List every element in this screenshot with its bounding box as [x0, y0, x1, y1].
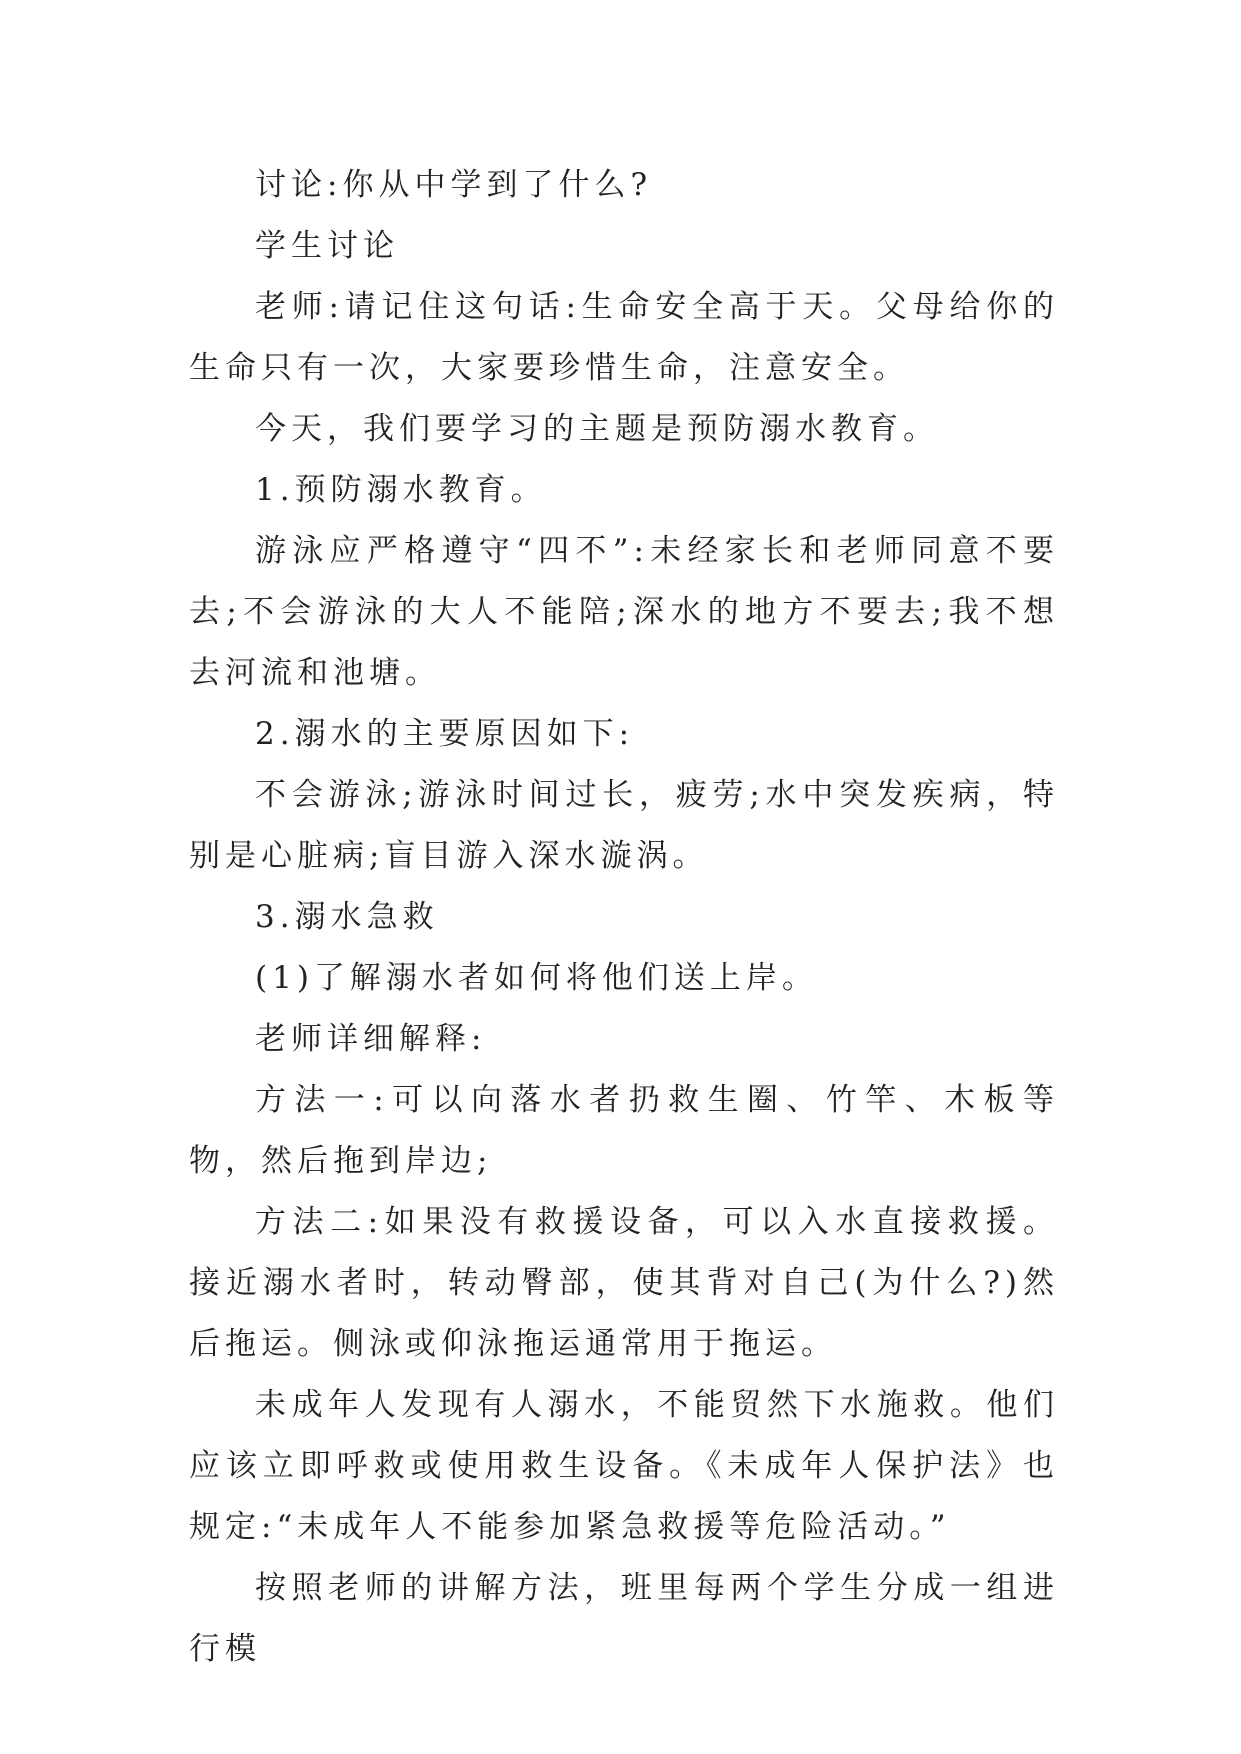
document-body: [189, 155, 1059, 1680]
paragraph-topic-intro: 今天，我们要学习的主题是预防溺水教育。: [255, 411, 939, 447]
paragraph-method-one: 方法一:可以向落水者扔救生圈、竹竿、木板等物，然后拖到岸边;: [189, 1082, 1059, 1179]
paragraph-teacher-remark: 老师:请记住这句话:生命安全高于天。父母给你的生命只有一次，大家要珍惜生命，注意安全。: [189, 289, 1059, 386]
paragraph-minor-rescue-rule: 未成年人发现有人溺水，不能贸然下水施救。他们应该立即呼救或使用救生设备。《未成年人保护法》也规定:“未成年人不能参加紧急救援等危险活动。”: [189, 1387, 1059, 1545]
paragraph-method-two: 方法二:如果没有救援设备，可以入水直接救援。接近溺水者时，转动臀部，使其背对自己(为什么?)然后拖运。侧泳或仰泳拖运通常用于拖运。: [189, 1204, 1059, 1362]
paragraph-teacher-explains: 老师详细解释:: [255, 1021, 487, 1057]
paragraph-four-rules: 游泳应严格遵守“四不”:未经家长和老师同意不要去;不会游泳的大人不能陪;深水的地方不要去;我不想去河流和池塘。: [189, 533, 1059, 691]
paragraph-group-practice: 按照老师的讲解方法，班里每两个学生分成一组进行模: [189, 1570, 1059, 1667]
paragraph-discussion-question: 讨论:你从中学到了什么?: [255, 167, 653, 203]
paragraph-student-discussion: 学生讨论: [255, 228, 399, 264]
paragraph-drowning-causes: 不会游泳;游泳时间过长，疲劳;水中突发疾病，特别是心脏病;盲目游入深水漩涡。: [189, 777, 1059, 874]
section-heading-1: 1.预防溺水教育。: [255, 472, 547, 508]
section-heading-2: 2.溺水的主要原因如下:: [255, 716, 635, 752]
section-heading-3: 3.溺水急救: [255, 899, 439, 935]
subsection-heading-1: (1)了解溺水者如何将他们送上岸。: [255, 960, 818, 996]
